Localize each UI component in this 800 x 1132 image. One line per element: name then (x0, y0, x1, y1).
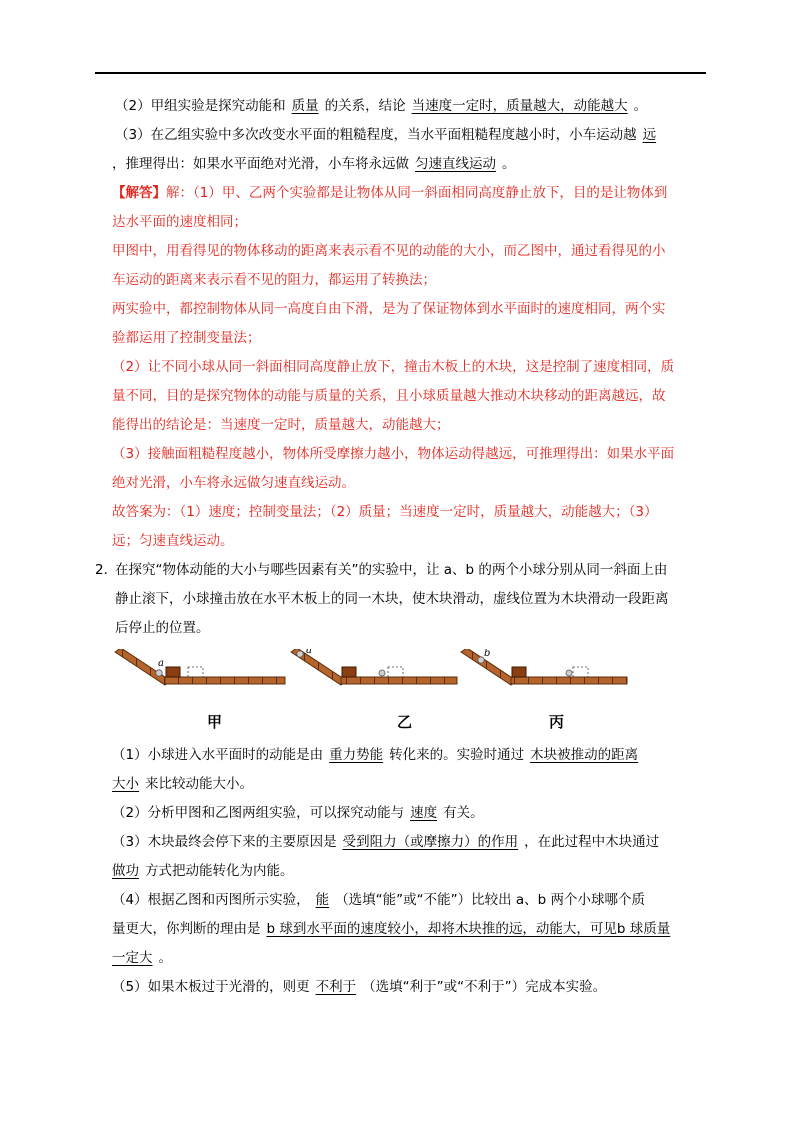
answer-blank: 远 (642, 127, 657, 143)
text: 转化来的。实验时通过 (389, 747, 525, 763)
q2-part4 (95, 886, 707, 915)
answer-blank: 木块被推动的距离 (530, 747, 639, 763)
text: 有关。 (443, 805, 484, 821)
ball-on-board (379, 670, 385, 676)
question-text: 后停止的位置。 (115, 620, 210, 636)
board (341, 677, 457, 684)
text: 的关系，结论 (324, 98, 406, 114)
answer-blank: 当速度一定时，质量越大，动能越大 (411, 98, 628, 114)
text: （选填“利于”或“不利于”）完成本实验。 (362, 979, 607, 995)
wood-block (166, 667, 180, 677)
answer-line-4 (95, 295, 707, 324)
answer-blank: 受到阻力（或摩擦力）的作用 (342, 834, 519, 850)
diagram-bing (461, 649, 627, 685)
answer-blank: 能 (315, 892, 330, 908)
caption-bing: 丙 (549, 713, 565, 731)
text: （5）如果木板过于光滑的，则更 (112, 979, 310, 995)
q2-part4-cont (95, 915, 707, 944)
text: 。 (633, 98, 648, 114)
ball-a (156, 670, 162, 676)
question-text: 在探究“物体动能的大小与哪些因素有关”的实验中，让 a、b 的两个小球分别从同一斜面上由 (115, 562, 668, 578)
answer-line-5 (95, 324, 707, 353)
text: 。 (158, 950, 172, 966)
answer-line-0 (95, 179, 707, 208)
answer-line-8 (95, 411, 707, 440)
ball-on-board (566, 670, 572, 676)
ball-label: a (158, 658, 164, 669)
q1-part3-cont (95, 150, 707, 179)
text: （2）分析甲图和乙图两组实验，可以探究动能与 (112, 805, 405, 821)
q2-stem-line-2 (95, 614, 707, 643)
caption-jia: 甲 (207, 713, 223, 731)
answer-text: 远；匀速直线运动。 (112, 533, 234, 549)
experiment-figure (95, 649, 707, 739)
answer-blank: 大小 (112, 776, 139, 792)
q2-part3 (95, 828, 707, 857)
q2-part1-cont (95, 770, 707, 799)
q2-part2 (95, 799, 707, 828)
answer-blank: 质量 (291, 98, 319, 114)
answer-line-6 (95, 353, 707, 382)
answer-line-3 (95, 266, 707, 295)
answer-text: 故答案为：（1）速度；控制变量法；（2）质量；当速度一定时，质量越大，动能越大；（3） (112, 504, 658, 520)
text: （2）甲组实验是探究动能和 (115, 98, 286, 114)
wood-block (342, 667, 356, 677)
answer-text: 量不同，目的是探究物体的动能与质量的关系，且小球质量越大推动木块移动的距离越远，故 (112, 388, 666, 404)
q2-stem-line-0 (95, 556, 707, 585)
answer-blank: 一定大 (112, 950, 153, 966)
q2-part5 (95, 973, 707, 1002)
ball-label: a (306, 649, 312, 656)
answer-blank: 不利于 (315, 979, 357, 995)
q2-part4-cont2 (95, 944, 707, 973)
question-number: 2． (95, 562, 118, 578)
text: （3）木块最终会停下来的主要原因是 (112, 834, 337, 850)
q1-part3 (95, 121, 707, 150)
text: 来比较动能大小。 (145, 776, 253, 792)
answer-text: 绝对光滑，小车将永远做匀速直线运动。 (112, 475, 355, 491)
answer-blank: 做功 (112, 863, 139, 879)
answer-line-1 (95, 208, 707, 237)
answer-text: 甲图中，用看得见的物体移动的距离来表示看不见的动能的大小，而乙图中，通过看得见的小 (112, 243, 666, 259)
text: （1）小球进入水平面时的动能是由 (112, 747, 324, 763)
q1-part2 (95, 92, 707, 121)
ball-label: b (484, 649, 491, 659)
diagram-yi (291, 649, 457, 685)
text: 量更大，你判断的理由是 (112, 921, 261, 937)
ball-a (297, 651, 303, 657)
document-body (95, 92, 707, 1002)
q2-part3-cont (95, 857, 707, 886)
text: ，在此过程中木块通过 (524, 834, 660, 850)
block-final-position (573, 667, 588, 677)
block-final-position (188, 667, 203, 677)
answer-blank: 匀速直线运动 (415, 156, 496, 172)
q2-part1 (95, 741, 707, 770)
text: 方式把动能转化为内能。 (145, 863, 294, 879)
answer-text: 能得出的结论是：当速度一定时，质量越大，动能越大； (112, 417, 450, 433)
answer-text: （2）让不同小球从同一斜面相同高度静止放下，撞击木板上的木块，这是控制了速度相同，质 (112, 359, 675, 375)
answer-text: 车运动的距离来表示看不见的阻力，都运用了转换法； (112, 272, 436, 288)
answer-line-10 (95, 469, 707, 498)
q2-stem-line-1 (95, 585, 707, 614)
diagram-jia (115, 649, 285, 685)
answer-line-9 (95, 440, 707, 469)
text: ，推理得出：如果水平面绝对光滑，小车将永远做 (112, 156, 409, 172)
answer-line-11 (95, 498, 707, 527)
text: （4）根据乙图和丙图所示实验， (112, 892, 310, 908)
answer-blank: b 球到水平面的速度较小，却将木块推的远，动能大，可见b 球质量 (266, 921, 671, 937)
block-final-position (388, 667, 403, 677)
text: （选填“能”或“不能”）比较出 a、b 两个小球哪个质 (335, 892, 645, 908)
answer-text: 验都运用了控制变量法； (112, 330, 261, 346)
text: 。 (502, 156, 516, 172)
answer-text: （3）接触面粗糙程度越小，物体所受摩擦力越小，物体运动得越远，可推理得出：如果水平面 (112, 446, 675, 462)
answer-line-7 (95, 382, 707, 411)
answer-line-12 (95, 527, 707, 556)
answer-tag: 【解答】 (112, 185, 166, 201)
board (165, 677, 285, 684)
answer-blank: 重力势能 (329, 747, 384, 763)
question-text: 静止滚下，小球撞击放在水平木板上的同一木块，使木块滑动，虚线位置为木块滑动一段距离 (115, 591, 669, 607)
text: （3）在乙组实验中多次改变水平面的粗糙程度，当水平面粗糙程度越小时，小车运动越 (115, 127, 637, 143)
answer-text: 解：（1）甲、乙两个实验都是让物体从同一斜面相同高度静止放下，目的是让物体到 (166, 185, 668, 201)
answer-blank: 速度 (410, 805, 438, 821)
answer-line-2 (95, 237, 707, 266)
answer-text: 达水平面的速度相同； (112, 214, 247, 230)
wood-block (512, 667, 526, 677)
caption-yi: 乙 (397, 713, 413, 731)
header-rule (95, 72, 706, 74)
board (511, 677, 627, 684)
answer-text: 两实验中，都控制物体从同一高度自由下滑，是为了保证物体到水平面时的速度相同，两个实 (112, 301, 666, 317)
